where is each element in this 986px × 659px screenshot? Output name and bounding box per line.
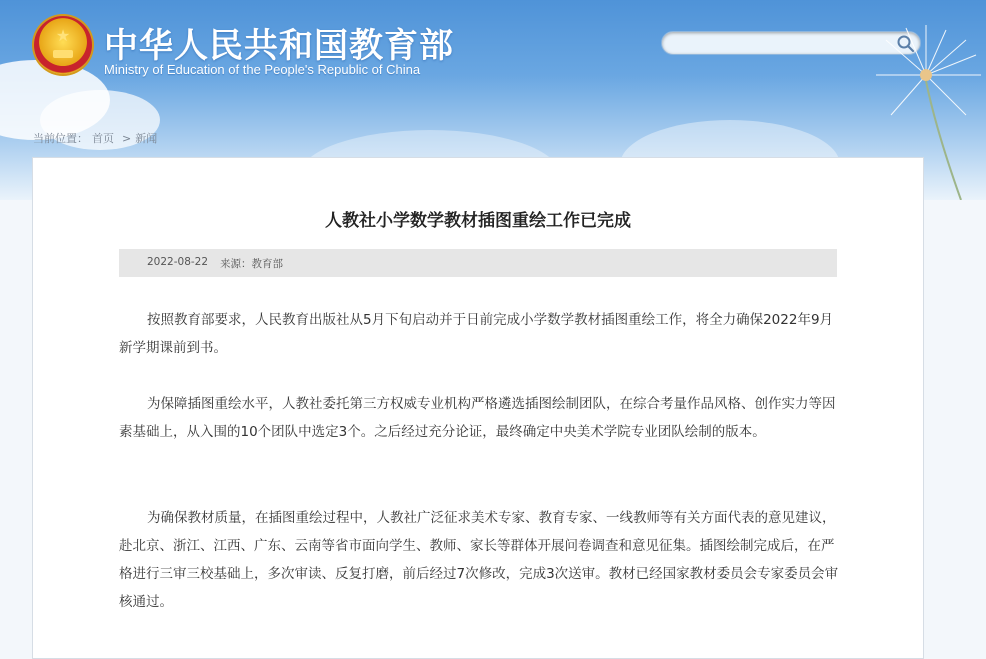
site-title[interactable]: 中华人民共和国教育部 xyxy=(104,26,454,66)
article-source: 来源：教育部 xyxy=(220,258,283,270)
article-meta-bar xyxy=(119,249,837,277)
article-title: 人教社小学数学教材插图重绘工作已完成 xyxy=(325,211,631,231)
article-panel xyxy=(32,157,924,659)
breadcrumb xyxy=(33,130,157,146)
article-paragraph: 为确保教材质量，在插图重绘过程中，人教社广泛征求美术专家、教育专家、一线教师等有关方面代表的意见建议，赴北京、浙江、江西、广东、云南等省市面向学生、教师、家长等群体开展问卷调查和意见征集。插图绘制完成后，在严格进行三审三校基础上，多次审读、反复打磨，前后经过7次修改，完成3次送审。教材已经国家教材委员会专家委员会审核通过。 xyxy=(119,510,839,610)
breadcrumb-label: 当前位置： xyxy=(33,132,88,145)
breadcrumb-home-link[interactable]: 首页 xyxy=(92,132,114,145)
site-subtitle: Ministry of Education of the People's Republic of China xyxy=(104,62,421,77)
article-paragraph: 按照教育部要求，人民教育出版社从5月下旬启动并于日前完成小学数学教材插图重绘工作，将全力确保2022年9月新学期课前到书。 xyxy=(119,312,834,356)
article-paragraph: 为保障插图重绘水平，人教社委托第三方权威专业机构严格遴选插图绘制团队，在综合考量作品风格、创作实力等因素基础上，从入围的10个团队中选定3个。之后经过充分论证，最终确定中央美术学院专业团队绘制的版本。 xyxy=(119,396,836,440)
national-emblem-icon[interactable]: ★ xyxy=(34,16,92,74)
article-date: 2022-08-22 xyxy=(147,256,209,268)
breadcrumb-separator: > xyxy=(122,132,132,145)
breadcrumb-news-link[interactable]: 新闻 xyxy=(135,132,158,145)
search-input[interactable] xyxy=(672,34,886,54)
